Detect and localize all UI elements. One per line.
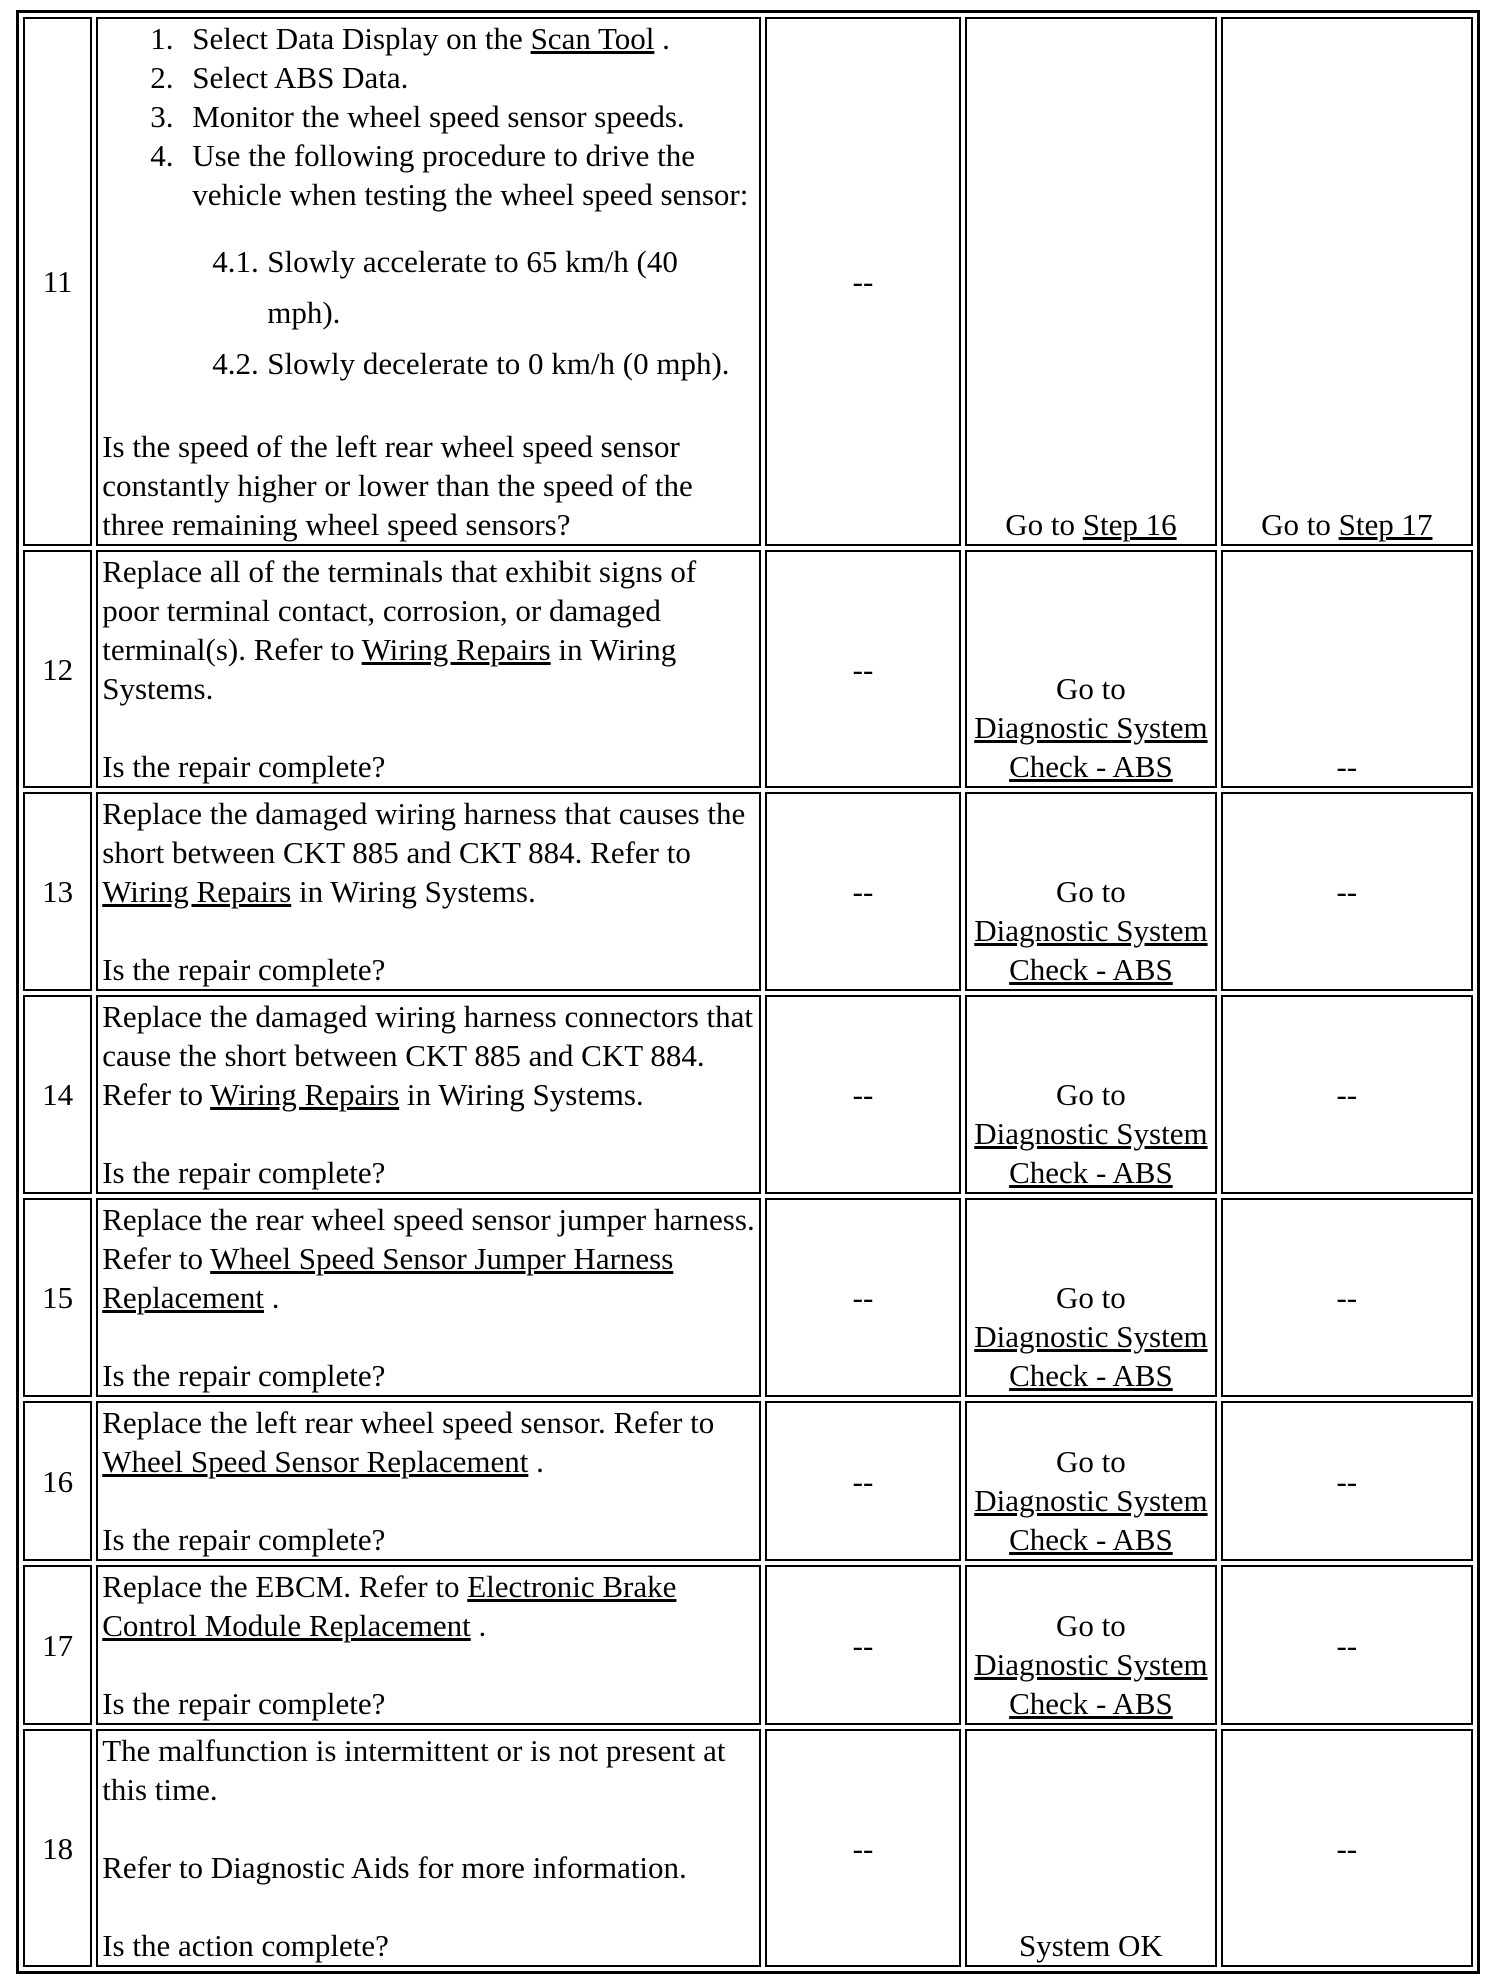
step-number: 17 (23, 1565, 92, 1725)
list-text: Monitor the wheel speed sensor speeds. (192, 99, 685, 134)
step-number: 14 (23, 995, 92, 1194)
list-text: Select ABS Data. (192, 60, 409, 95)
diagnostic-system-check-link[interactable]: Diagnostic System Check - ABS (974, 913, 1208, 987)
procedure-list (102, 19, 755, 214)
yes-text: Go to (1056, 1608, 1126, 1643)
diagnostic-system-check-link[interactable]: Diagnostic System Check - ABS (974, 1319, 1208, 1393)
value-cell: -- (765, 550, 962, 788)
no-cell: -- (1221, 1729, 1473, 1967)
wheel-speed-sensor-replacement-link[interactable]: Wheel Speed Sensor Replacement (102, 1444, 529, 1479)
wiring-repairs-link[interactable]: Wiring Repairs (102, 874, 292, 909)
no-cell: -- (1221, 550, 1473, 788)
action-cell (96, 792, 761, 991)
action-cell (96, 550, 761, 788)
action-text-part: in Wiring Systems. (399, 1077, 644, 1112)
question-text: Is the repair complete? (102, 749, 386, 784)
list-text: Use the following procedure to drive the vehicle when testing the wheel speed sensor: (192, 138, 749, 212)
wiring-repairs-link[interactable]: Wiring Repairs (210, 1077, 400, 1112)
yes-cell (965, 1401, 1216, 1561)
go-to-step-17-link[interactable]: Step 17 (1338, 507, 1433, 542)
diagnostic-system-check-link[interactable]: Diagnostic System Check - ABS (974, 710, 1208, 784)
table-row-step-13 (23, 792, 1473, 991)
list-number: 4.2. (212, 346, 259, 381)
list-number: 4. (150, 138, 174, 173)
action-cell (96, 17, 761, 546)
value-cell: -- (765, 1198, 962, 1397)
action-cell (96, 1401, 761, 1561)
action-text-part: in Wiring Systems. (102, 632, 677, 706)
list-text: . (654, 21, 670, 56)
action-text (102, 1567, 755, 1645)
step-number: 16 (23, 1401, 92, 1561)
diagnostic-system-check-link[interactable]: Diagnostic System Check - ABS (974, 1483, 1208, 1557)
go-to-step-16-link[interactable]: Step 16 (1082, 507, 1177, 542)
yes-text: Go to (1056, 874, 1126, 909)
yes-text: Go to (1056, 1280, 1126, 1315)
step-number: 11 (23, 17, 92, 546)
action-text-part: . (264, 1280, 280, 1315)
step-number: 15 (23, 1198, 92, 1397)
action-text (102, 1200, 755, 1317)
question-text: Is the repair complete? (102, 1358, 386, 1393)
table-row-step-14 (23, 995, 1473, 1194)
table-row-step-12 (23, 550, 1473, 788)
no-cell: -- (1221, 792, 1473, 991)
action-text: Refer to Diagnostic Aids for more information. (102, 1850, 687, 1885)
action-text (102, 997, 755, 1114)
no-cell: -- (1221, 1198, 1473, 1397)
step-number: 13 (23, 792, 92, 991)
action-cell (96, 1565, 761, 1725)
no-cell: -- (1221, 1565, 1473, 1725)
list-number: 1. (150, 21, 174, 56)
action-text-part: Replace the rear wheel speed sensor jumper harness. Refer to (102, 1202, 755, 1276)
ebcm-replacement-link[interactable]: Electronic Brake Control Module Replacement (102, 1569, 677, 1643)
yes-cell (965, 1565, 1216, 1725)
list-item (212, 236, 755, 338)
diagnostic-system-check-link[interactable]: Diagnostic System Check - ABS (974, 1116, 1208, 1190)
list-text: Select Data Display on the (192, 21, 531, 56)
action-text: The malfunction is intermittent or is not present at this time. (102, 1733, 726, 1807)
yes-text: Go to (1005, 507, 1083, 542)
action-text-part: . (528, 1444, 544, 1479)
sub-procedure-list (102, 236, 755, 389)
no-cell: -- (1221, 1401, 1473, 1561)
list-item (142, 19, 755, 58)
list-text: Slowly accelerate to 65 km/h (40 mph). (267, 244, 678, 330)
value-cell: -- (765, 792, 962, 991)
yes-cell (965, 1198, 1216, 1397)
action-text-part: . (470, 1608, 487, 1643)
diagnostic-system-check-link[interactable]: Diagnostic System Check - ABS (974, 1647, 1208, 1721)
question-text: Is the repair complete? (102, 1155, 386, 1190)
yes-cell (965, 550, 1216, 788)
list-number: 3. (150, 99, 174, 134)
scan-tool-link[interactable]: Scan Tool (530, 21, 655, 56)
list-item (142, 97, 755, 136)
question-text: Is the repair complete? (102, 1522, 386, 1557)
yes-cell (965, 17, 1216, 546)
value-cell: -- (765, 17, 962, 546)
list-text: Slowly decelerate to 0 km/h (0 mph). (267, 346, 730, 381)
action-text-part: in Wiring Systems. (291, 874, 536, 909)
table-row-step-16 (23, 1401, 1473, 1561)
action-text (102, 1403, 755, 1481)
no-cell: -- (1221, 995, 1473, 1194)
yes-cell (965, 792, 1216, 991)
action-text (102, 794, 755, 911)
wiring-repairs-link[interactable]: Wiring Repairs (361, 632, 551, 667)
no-cell (1221, 17, 1473, 546)
list-item (212, 338, 755, 389)
table-row-step-11 (23, 17, 1473, 546)
action-text-part: Replace the damaged wiring harness connectors that cause the short between CKT 885 and CKT 884. Refer to (102, 999, 753, 1112)
action-cell (96, 995, 761, 1194)
value-cell: -- (765, 995, 962, 1194)
action-cell (96, 1198, 761, 1397)
table-row-step-17 (23, 1565, 1473, 1725)
yes-text: Go to (1056, 671, 1126, 706)
step-number: 12 (23, 550, 92, 788)
value-cell: -- (765, 1565, 962, 1725)
yes-text: Go to (1056, 1444, 1126, 1479)
action-cell (96, 1729, 761, 1967)
diagnostic-steps-table (16, 10, 1480, 1974)
question-text: Is the action complete? (102, 1928, 389, 1963)
value-cell: -- (765, 1729, 962, 1967)
action-text-part: Replace the left rear wheel speed sensor. Refer to (102, 1405, 715, 1440)
action-text-part: Replace all of the terminals that exhibit signs of poor terminal contact, corrosion, or damaged terminal(s). Refer to (102, 554, 697, 667)
question-text: Is the repair complete? (102, 952, 386, 987)
yes-text: Go to (1056, 1077, 1126, 1112)
list-number: 4.1. (212, 244, 259, 279)
jumper-harness-replacement-link[interactable]: Wheel Speed Sensor Jumper Harness Replacement (102, 1241, 674, 1315)
list-number: 2. (150, 60, 174, 95)
table-row-step-15 (23, 1198, 1473, 1397)
yes-cell: System OK (965, 1729, 1216, 1967)
question-text: Is the speed of the left rear wheel speed sensor constantly higher or lower than the speed of the three remaining wheel speed sensors? (102, 429, 693, 542)
no-text: Go to (1261, 507, 1339, 542)
list-item (142, 136, 755, 214)
list-item (142, 58, 755, 97)
action-text-part: Replace the EBCM. Refer to (102, 1569, 468, 1604)
step-number: 18 (23, 1729, 92, 1967)
yes-cell (965, 995, 1216, 1194)
question-text: Is the repair complete? (102, 1686, 386, 1721)
table-row-step-18 (23, 1729, 1473, 1967)
action-text-part: Replace the damaged wiring harness that causes the short between CKT 885 and CKT 884. Refer to (102, 796, 746, 870)
value-cell: -- (765, 1401, 962, 1561)
action-text (102, 552, 755, 708)
